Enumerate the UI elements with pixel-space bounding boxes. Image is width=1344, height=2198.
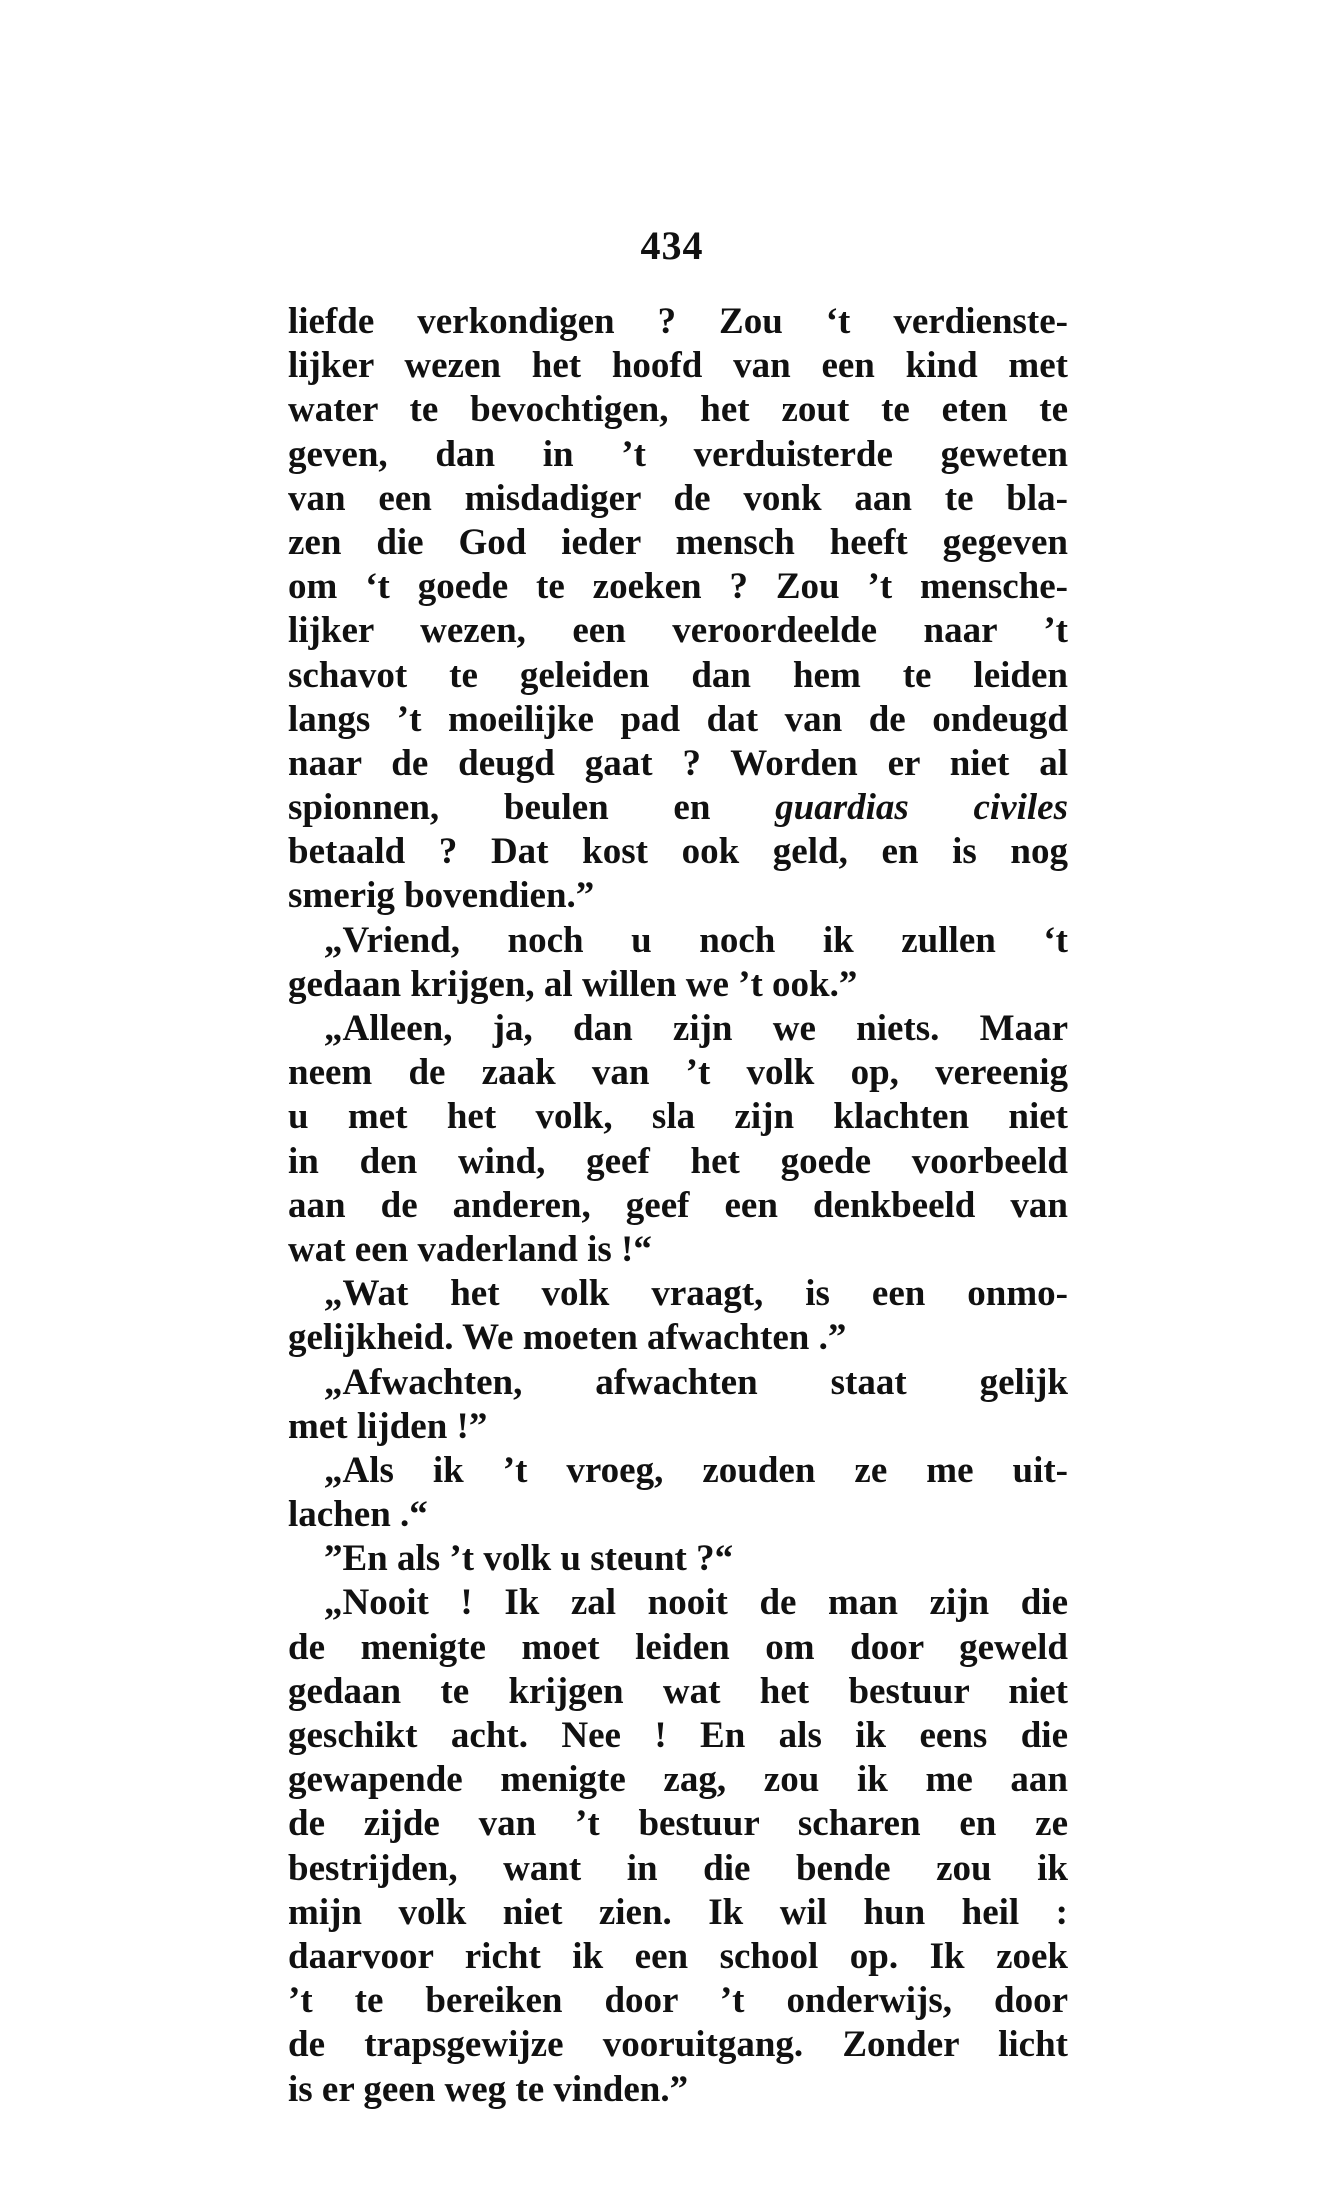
text-line: mijn volk niet zien. Ik wil hun heil :: [288, 1891, 1068, 1933]
text-line: „Wat het volk vraagt, is een onmo-: [324, 1273, 1068, 1315]
text-line: ”En als ’t volk u steunt ?“: [324, 1538, 734, 1580]
text-line: de trapsgewijze vooruitgang. Zonder licht: [288, 2024, 1068, 2066]
line-prefix: spionnen, beulen en: [288, 787, 776, 829]
text-line: gedaan te krijgen wat het bestuur niet: [288, 1670, 1068, 1712]
text-line: daarvoor richt ik een school op. Ik zoek: [288, 1935, 1068, 1977]
text-line: water te bevochtigen, het zout te eten te: [288, 389, 1068, 431]
text-line: liefde verkondigen ? Zou ‘t verdienste-: [288, 301, 1068, 342]
text-line: „Afwachten, afwachten staat gelijk: [324, 1361, 1068, 1403]
text-line: met lijden !”: [288, 1405, 488, 1447]
text-line: geschikt acht. Nee ! En als ik eens die: [288, 1715, 1068, 1756]
text-line: naar de deugd gaat ? Worden er niet al: [288, 742, 1068, 784]
text-line: schavot te geleiden dan hem te leiden: [288, 654, 1068, 696]
text-line: neem de zaak van ’t volk op, vereenig: [288, 1052, 1068, 1094]
text-line: ’t te bereiken door ’t onderwijs, door: [288, 1980, 1068, 2022]
text-line: „Nooit ! Ik zal nooit de man zijn die: [324, 1582, 1068, 1624]
text-line: van een misdadiger de vonk aan te bla-: [288, 477, 1068, 519]
text-line: wat een vaderland is !“: [288, 1228, 652, 1270]
text-line: gedaan krijgen, al willen we ’t ook.”: [288, 963, 858, 1005]
text-line: „Vriend, noch u noch ik zullen ‘t: [324, 919, 1068, 961]
text-line: gewapende menigte zag, zou ik me aan: [288, 1759, 1068, 1801]
text-line: om ‘t goede te zoeken ? Zou ’t mensche-: [288, 566, 1068, 608]
text-line: langs ’t moeilijke pad dat van de ondeugd: [288, 698, 1068, 740]
text-line-italic-phrase: [288, 786, 1068, 830]
text-line: bestrijden, want in die bende zou ik: [288, 1847, 1068, 1889]
text-line: de zijde van ’t bestuur scharen en ze: [288, 1803, 1068, 1845]
text-line: geven, dan in ’t verduisterde geweten: [288, 433, 1068, 475]
text-line: aan de anderen, geef een denkbeeld van: [288, 1184, 1068, 1226]
body-text: [288, 300, 1068, 2112]
page-number: 434: [640, 223, 704, 268]
text-line: betaald ? Dat kost ook geld, en is nog: [288, 831, 1068, 873]
text-line: zen die God ieder mensch heeft gegeven: [288, 521, 1068, 563]
text-line: is er geen weg te vinden.”: [288, 2068, 689, 2110]
text-line: lachen .“: [288, 1494, 428, 1536]
text-line: „Als ik ’t vroeg, zouden ze me uit-: [324, 1449, 1068, 1491]
text-line: lijker wezen het hoofd van een kind met: [288, 345, 1068, 387]
text-line: gelijkheid. We moeten afwachten .”: [288, 1317, 847, 1359]
text-line: de menigte moet leiden om door geweld: [288, 1626, 1068, 1668]
text-line: lijker wezen, een veroordeelde naar ’t: [288, 610, 1068, 652]
text-line: u met het volk, sla zijn klachten niet: [288, 1096, 1068, 1138]
text-line: in den wind, geef het goede voorbeeld: [288, 1140, 1068, 1182]
italic-phrase: guardias civiles: [775, 787, 1068, 829]
text-line: „Alleen, ja, dan zijn we niets. Maar: [324, 1008, 1068, 1049]
text-line: smerig bovendien.”: [288, 875, 595, 917]
